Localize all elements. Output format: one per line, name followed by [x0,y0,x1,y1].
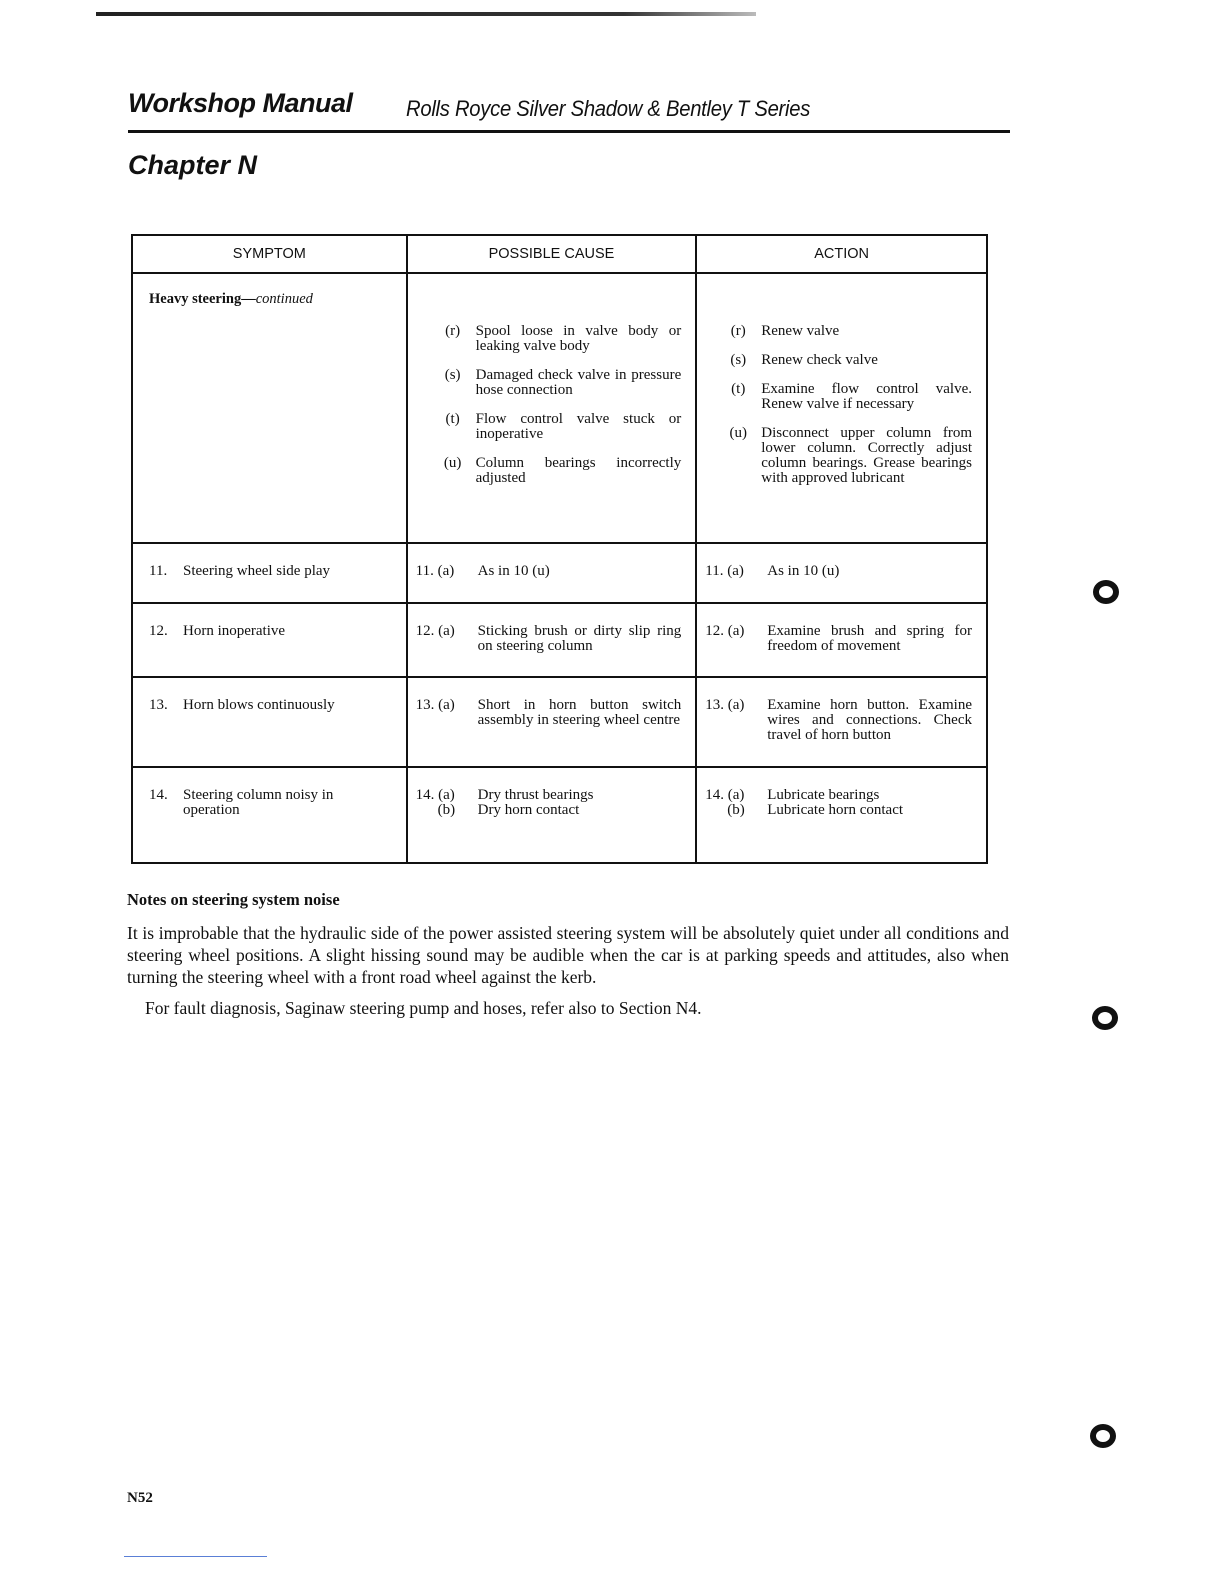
list-item: (s) Renew check valve [730,352,878,368]
action-cell: 14. (a) Lubricate bearings (b) Lubricate horn contact [696,767,987,863]
continued-symptom: Heavy steering—continued [149,291,313,307]
fault-diagnosis-table [131,234,988,864]
list-item: (t) Examine flow control valve. Renew valve if necessary [731,381,972,412]
table-row [132,767,987,863]
list-item: (u) Disconnect upper column from lower column. Correctly adjust column bearings. Grease bearings with approved lubricant [729,425,972,486]
manual-title: Workshop Manual [128,88,353,118]
cause-cell: 12. (a) Sticking brush or dirty slip ring on steering column [407,603,697,677]
header-rule [128,130,1010,133]
binder-hole-icon [1090,1424,1116,1448]
notes-heading: Notes on steering system noise [127,890,340,909]
table-row [132,273,987,543]
chapter-title: Chapter N [128,150,258,180]
symptom-cell [132,273,407,543]
notes-reference: For fault diagnosis, Saginaw steering pump and hoses, refer also to Section N4. [145,998,702,1018]
action-cell: 13. (a) Examine horn button. Examine wires and connections. Check travel of horn button [696,677,987,767]
list-item: (u) Column bearings incorrectly adjusted [443,455,682,486]
page-number: N52 [127,1490,153,1506]
cause-cell: 13. (a) Short in horn button switch assembly in steering wheel centre [407,677,697,767]
symptom-cell: 11. Steering wheel side play [132,543,407,603]
table-row [132,543,987,603]
binder-hole-icon [1093,580,1119,604]
header-possible-cause: POSSIBLE CAUSE [407,235,697,273]
symptom-cell: 13. Horn blows continuously [132,677,407,767]
table-row [132,677,987,767]
top-rule [96,12,756,16]
header-action: ACTION [696,235,987,273]
cause-cell: 11. (a) As in 10 (u) [407,543,697,603]
action-cell [696,273,987,543]
notes-paragraph: It is improbable that the hydraulic side of the power assisted steering system will be absolutely quiet under all conditions and steering wheel positions. A slight hissing sound may be audible when the car is at parking speeds and attitudes, also when turning the steering wheel with a front road wheel against the kerb. [127,923,1009,987]
symptom-cell: 12. Horn inoperative [132,603,407,677]
list-item: (s) Damaged check valve in pressure hose connection [444,367,682,398]
table-row [132,603,987,677]
table-header-row [132,235,987,273]
bottom-rule [124,1556,267,1557]
list-item: (r) Renew valve [730,323,840,339]
manual-subtitle: Rolls Royce Silver Shadow & Bentley T Series [406,96,811,121]
cause-cell: 14. (a) Dry thrust bearings (b) Dry horn contact [407,767,697,863]
symptom-cell: 14. Steering column noisy in operation [132,767,407,863]
action-cell: 12. (a) Examine brush and spring for freedom of movement [696,603,987,677]
action-cell: 11. (a) As in 10 (u) [696,543,987,603]
header-symptom: SYMPTOM [132,235,407,273]
list-item: (r) Spool loose in valve body or leaking valve body [445,323,682,354]
list-item: (t) Flow control valve stuck or inoperative [445,411,682,442]
binder-hole-icon [1092,1006,1118,1030]
cause-cell [407,273,697,543]
